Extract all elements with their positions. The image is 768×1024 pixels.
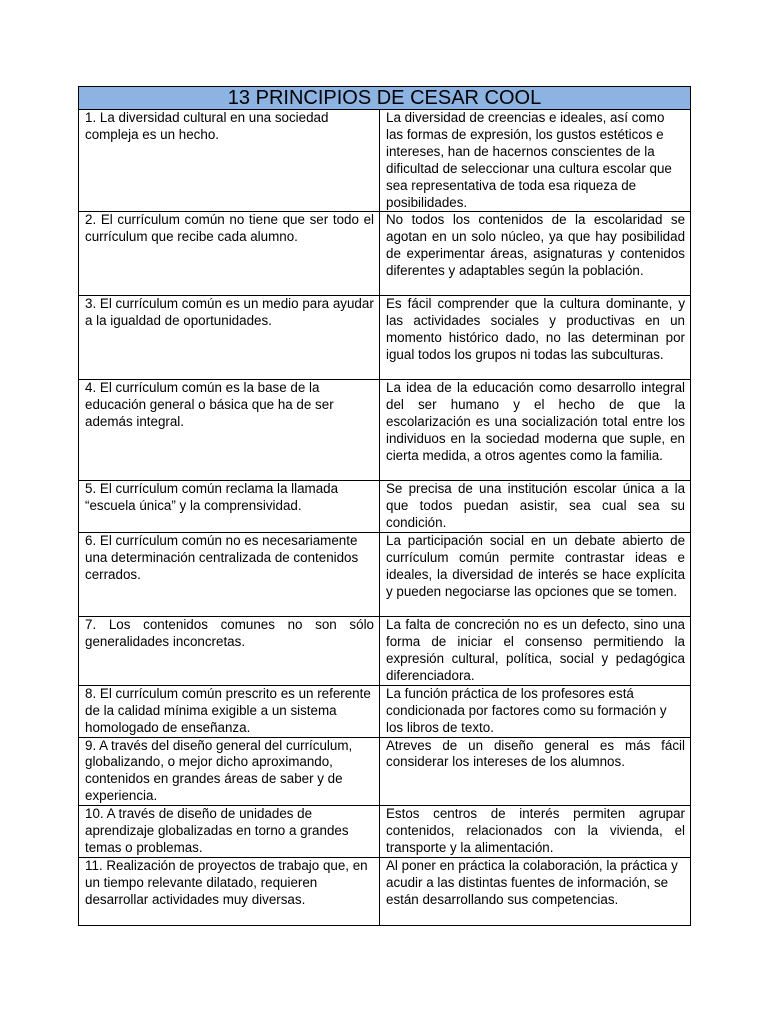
table-row [79, 737, 691, 806]
principle-cell: 9. A través del diseño general del currículum, globalizando, o mejor dicho aproximando, contenidos en grandes áreas de saber y de experiencia. [79, 737, 380, 806]
table-row [79, 617, 691, 686]
principle-cell: 2. El currículum común no tiene que ser todo el currículum que recibe cada alumno. [79, 212, 380, 296]
table-row [79, 212, 691, 296]
table-title: 13 PRINCIPIOS DE CESAR COOL [79, 87, 691, 110]
explanation-cell: La falta de concreción no es un defecto, sino una forma de iniciar el consenso permitiendo la expresión cultural, política, social y pedagógica diferenciadora. [380, 617, 691, 686]
explanation-cell: La función práctica de los profesores está condicionada por factores como su formación y los libros de texto. [380, 685, 691, 737]
table-row [79, 296, 691, 380]
principles-table [78, 86, 691, 926]
table-title-row [79, 87, 691, 110]
table-row [79, 806, 691, 858]
principle-cell: 11. Realización de proyectos de trabajo que, en un tiempo relevante dilatado, requieren desarrollar actividades muy diversas. [79, 857, 380, 925]
explanation-cell: Se precisa de una institución escolar única a la que todos puedan asistir, sea cual sea su condición. [380, 481, 691, 533]
table-row [79, 857, 691, 925]
principle-cell: 7. Los contenidos comunes no son sólo generalidades inconcretas. [79, 617, 380, 686]
table-row [79, 110, 691, 212]
explanation-cell: No todos los contenidos de la escolaridad se agotan en un solo núcleo, ya que hay posibilidad de experimentar áreas, asignaturas y contenidos diferentes y adaptables según la población. [380, 212, 691, 296]
explanation-cell: La diversidad de creencias e ideales, así como las formas de expresión, los gustos estéticos e intereses, han de hacernos conscientes de la dificultad de seleccionar una cultura escolar que sea representativa de toda esa riqueza de posibilidades. [380, 110, 691, 212]
document-body [78, 86, 690, 926]
principle-cell: 10. A través de diseño de unidades de aprendizaje globalizadas en torno a grandes temas o problemas. [79, 806, 380, 858]
table-row [79, 481, 691, 533]
principle-cell: 8. El currículum común prescrito es un referente de la calidad mínima exigible a un sistema homologado de enseñanza. [79, 685, 380, 737]
table-row [79, 533, 691, 617]
principle-cell: 6. El currículum común no es necesariamente una determinación centralizada de contenidos cerrados. [79, 533, 380, 617]
principle-cell: 1. La diversidad cultural en una sociedad compleja es un hecho. [79, 110, 380, 212]
explanation-cell: Al poner en práctica la colaboración, la práctica y acudir a las distintas fuentes de información, se están desarrollando sus competencias. [380, 857, 691, 925]
table-row [79, 685, 691, 737]
explanation-cell: Atreves de un diseño general es más fácil considerar los intereses de los alumnos. [380, 737, 691, 806]
explanation-cell: La participación social en un debate abierto de currículum común permite contrastar ideas e ideales, la diversidad de interés se hace explícita y pueden negociarse las opciones que se tomen. [380, 533, 691, 617]
explanation-cell: Es fácil comprender que la cultura dominante, y las actividades sociales y productivas en un momento histórico dado, no las determinan por igual todos los grupos ni todas las subculturas. [380, 296, 691, 380]
table-row [79, 380, 691, 481]
principle-cell: 4. El currículum común es la base de la educación general o básica que ha de ser además integral. [79, 380, 380, 481]
explanation-cell: La idea de la educación como desarrollo integral del ser humano y el hecho de que la escolarización es una socialización total entre los individuos en la sociedad moderna que suple, en cierta medida, a otros agentes como la familia. [380, 380, 691, 481]
explanation-cell: Estos centros de interés permiten agrupar contenidos, relacionados con la vivienda, el transporte y la alimentación. [380, 806, 691, 858]
principle-cell: 5. El currículum común reclama la llamada “escuela única” y la comprensividad. [79, 481, 380, 533]
principle-cell: 3. El currículum común es un medio para ayudar a la igualdad de oportunidades. [79, 296, 380, 380]
